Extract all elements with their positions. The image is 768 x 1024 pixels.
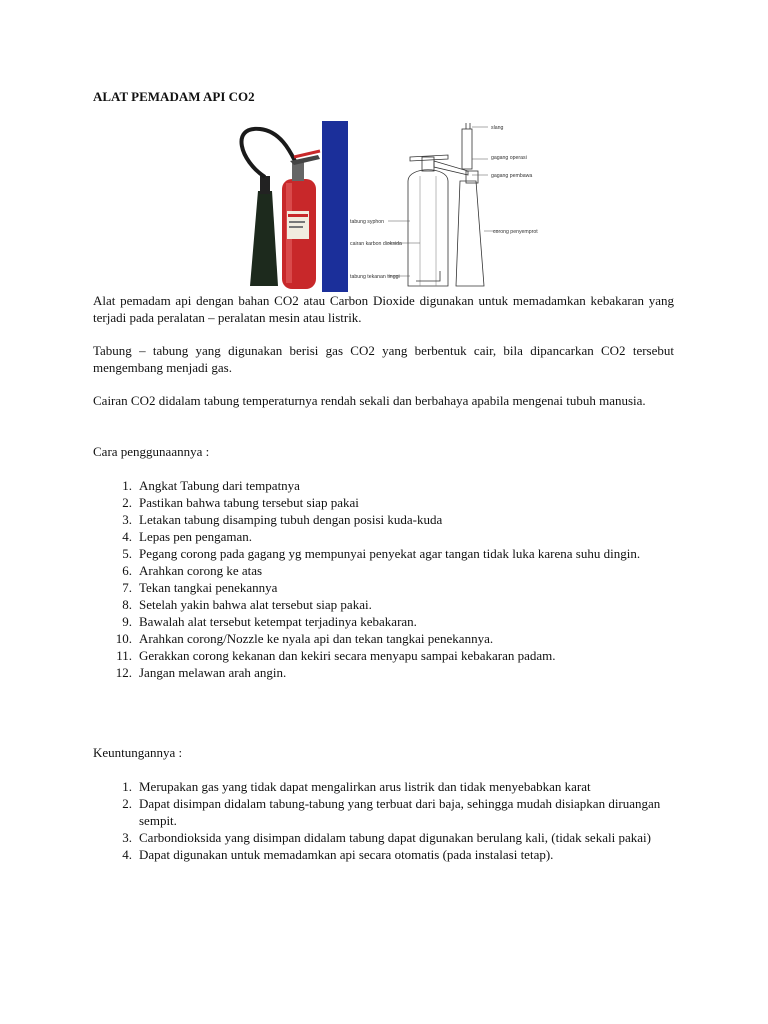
list-item: 2. Pastikan bahwa tabung tersebut siap pakai xyxy=(122,495,359,510)
extinguisher-photo xyxy=(230,121,348,292)
list-item: 7. Tekan tangkai penekannya xyxy=(122,580,278,595)
list-item: 2. Dapat disimpan didalam tabung-tabung yang terbuat dari baja, sehingga mudah disiapkan diruangan sempit. xyxy=(122,796,661,828)
list-item: 3. Letakan tabung disamping tubuh dengan posisi kuda-kuda xyxy=(122,512,443,527)
label-gagang-pembawa: gagang pembawa xyxy=(491,173,533,179)
list-item: 5. Pegang corong pada gagang yg mempunyai penyekat agar tangan tidak luka karena suhu dingin. xyxy=(122,546,641,561)
paragraph-tabung: Tabung – tabung yang digunakan berisi gas CO2 yang berbentuk cair, bila dipancarkan CO2 tersebut mengembang menjadi gas. xyxy=(93,343,674,375)
label-corong: corong penyemprot xyxy=(493,229,538,235)
list-item: 12. Jangan melawan arah angin. xyxy=(115,665,287,680)
paragraph-intro: Alat pemadam api dengan bahan CO2 atau Carbon Dioxide digunakan untuk memadamkan kebakaran yang terjadi pada peralatan – peralatan mesin atau listrik. xyxy=(93,293,674,325)
list-item: 8. Setelah yakin bahwa alat tersebut siap pakai. xyxy=(122,597,372,612)
advantages-list xyxy=(93,778,674,863)
list-item: 1. Angkat Tabung dari tempatnya xyxy=(122,478,300,493)
label-gagang-operasi: gagang operasi xyxy=(491,155,527,161)
extinguisher-figure xyxy=(230,121,540,292)
list-item: 10. Arahkan corong/Nozzle ke nyala api dan tekan tangkai penekannya. xyxy=(115,631,494,646)
label-tabung-syphon: tabung syphon xyxy=(350,219,385,225)
list-item: 3. Carbondioksida yang disimpan didalam tabung dapat digunakan berulang kali, (tidak sekali pakai) xyxy=(122,830,651,845)
list-item: 11. Gerakkan corong kekanan dan kekiri secara menyapu sampai kebakaran padam. xyxy=(116,648,556,663)
label-slang: slang xyxy=(491,125,504,131)
list-item: 9. Bawalah alat tersebut ketempat terjadinya kebakaran. xyxy=(122,614,417,629)
paragraph-cairan: Cairan CO2 didalam tabung temperaturnya rendah sekali dan berbahaya apabila mengenai tubuh manusia. xyxy=(93,393,646,408)
advantages-heading: Keuntungannya : xyxy=(93,745,183,760)
usage-heading: Cara penggunaannya : xyxy=(93,444,210,459)
list-item: 6. Arahkan corong ke atas xyxy=(122,563,263,578)
label-tabung-tekanan: tabung tekanan tinggi xyxy=(350,274,400,280)
photo-blue-bar xyxy=(322,121,348,292)
document-title: ALAT PEMADAM API CO2 xyxy=(93,89,255,104)
extinguisher-diagram xyxy=(348,121,540,292)
usage-steps-list xyxy=(93,477,674,681)
list-item: 1. Merupakan gas yang tidak dapat mengalirkan arus listrik dan tidak menyebabkan karat xyxy=(122,779,591,794)
list-item: 4. Lepas pen pengaman. xyxy=(122,529,252,544)
list-item: 4. Dapat digunakan untuk memadamkan api secara otomatis (pada instalasi tetap). xyxy=(122,847,554,862)
label-cairan: cairan karbon dioksida xyxy=(350,241,402,247)
